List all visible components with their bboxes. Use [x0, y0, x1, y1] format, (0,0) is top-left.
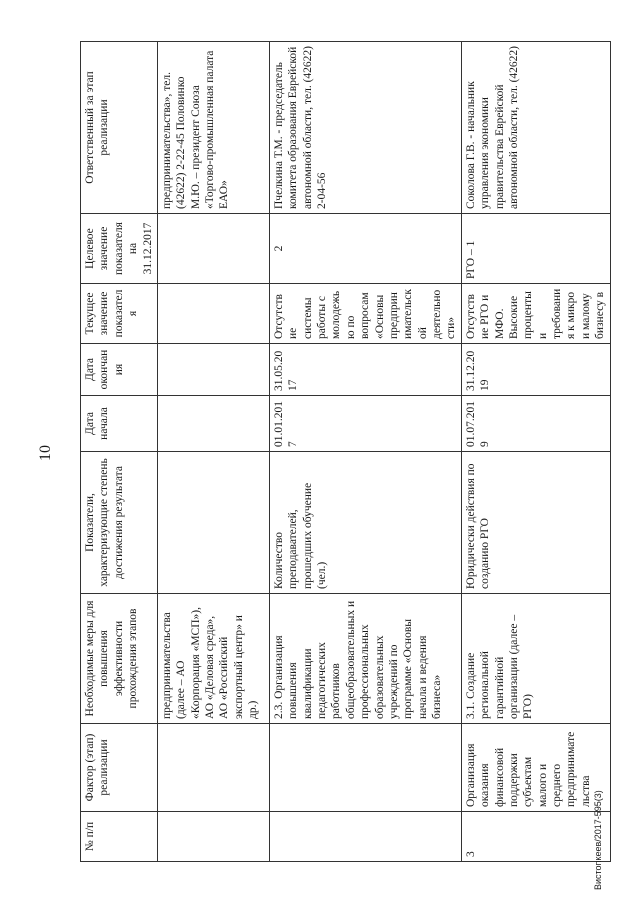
- cell-factor: Организация оказания финансовой поддержки субъектам малого и среднего предпринимательства: [461, 724, 610, 812]
- cell-start: [157, 396, 269, 452]
- cell-target: РГО – 1: [461, 214, 610, 284]
- header-cell: Фактор (этап) реализации: [81, 724, 158, 812]
- cell-current: Отсутствие системы работы с молодежью по вопросам «Основы предпринимательской деятельности»: [269, 284, 461, 344]
- cell-measures: 2.3. Организация повышения квалификации педагогических работников общеобразовательных и профессиональных образовательных учреждений по программе «Основы начала и ведения бизнеса»: [269, 594, 461, 724]
- cell-responsible: предпринимательства», тел. (42622) 2-22-45 Половинко М.Ю. – президент Союза «Торгово-промышленная палата ЕАО»: [157, 42, 269, 214]
- header-cell: № п/п: [81, 812, 158, 862]
- table-row: [157, 42, 269, 862]
- cell-current: Отсутствие РГО и МФО. Высокие проценты и требования к микро и малому бизнесу в: [461, 284, 610, 344]
- header-cell: Ответственный за этап реализации: [81, 42, 158, 214]
- cell-indicator: [157, 452, 269, 594]
- cell-factor: [269, 724, 461, 812]
- header-cell: Дата начала: [81, 396, 158, 452]
- document-footer-code: Вистопкеев/2017-595(3): [593, 790, 603, 890]
- cell-start: 01.07.2019: [461, 396, 610, 452]
- header-cell: Целевое значение показателя на 31.12.2017: [81, 214, 158, 284]
- page-number: 10: [37, 445, 54, 461]
- table-row: [269, 42, 461, 862]
- cell-indicator: Количество преподавателей, прошедших обучение (чел.): [269, 452, 461, 594]
- cell-num: 3: [461, 812, 610, 862]
- cell-num: [157, 812, 269, 862]
- cell-measures: предпринимательства (далее – АО «Корпорация «МСП»), АО «Деловая среда», АО «Российский экспортный центр» и др.): [157, 594, 269, 724]
- header-cell: Текущее значение показателя: [81, 284, 158, 344]
- cell-responsible: Пчелкина Т.М. - председатель комитета образования Еврейской автономной области, тел. (42622) 2-04-56: [269, 42, 461, 214]
- cell-end: 31.12.2019: [461, 344, 610, 396]
- cell-start: 01.01.2017: [269, 396, 461, 452]
- header-cell: Необходимые меры для повышения эффективности прохождения этапов: [81, 594, 158, 724]
- cell-measures: 3.1. Создание региональной гарантийной организации (далее – РГО): [461, 594, 610, 724]
- cell-responsible: Соколова Г.В. - начальник управления экономики правительства Еврейской автономной области, тел. (42622): [461, 42, 610, 214]
- table-header-row: [81, 42, 158, 862]
- cell-end: [157, 344, 269, 396]
- cell-target: [157, 214, 269, 284]
- header-cell: Показатели, характеризующие степень достижения результата: [81, 452, 158, 594]
- cell-factor: [157, 724, 269, 812]
- cell-indicator: Юридически действия по созданию РГО: [461, 452, 610, 594]
- cell-current: [157, 284, 269, 344]
- cell-num: [269, 812, 461, 862]
- table-row: [461, 42, 610, 862]
- header-cell: Дата окончания: [81, 344, 158, 396]
- cell-end: 31.05.2017: [269, 344, 461, 396]
- cell-target: 2: [269, 214, 461, 284]
- implementation-table: [80, 41, 611, 862]
